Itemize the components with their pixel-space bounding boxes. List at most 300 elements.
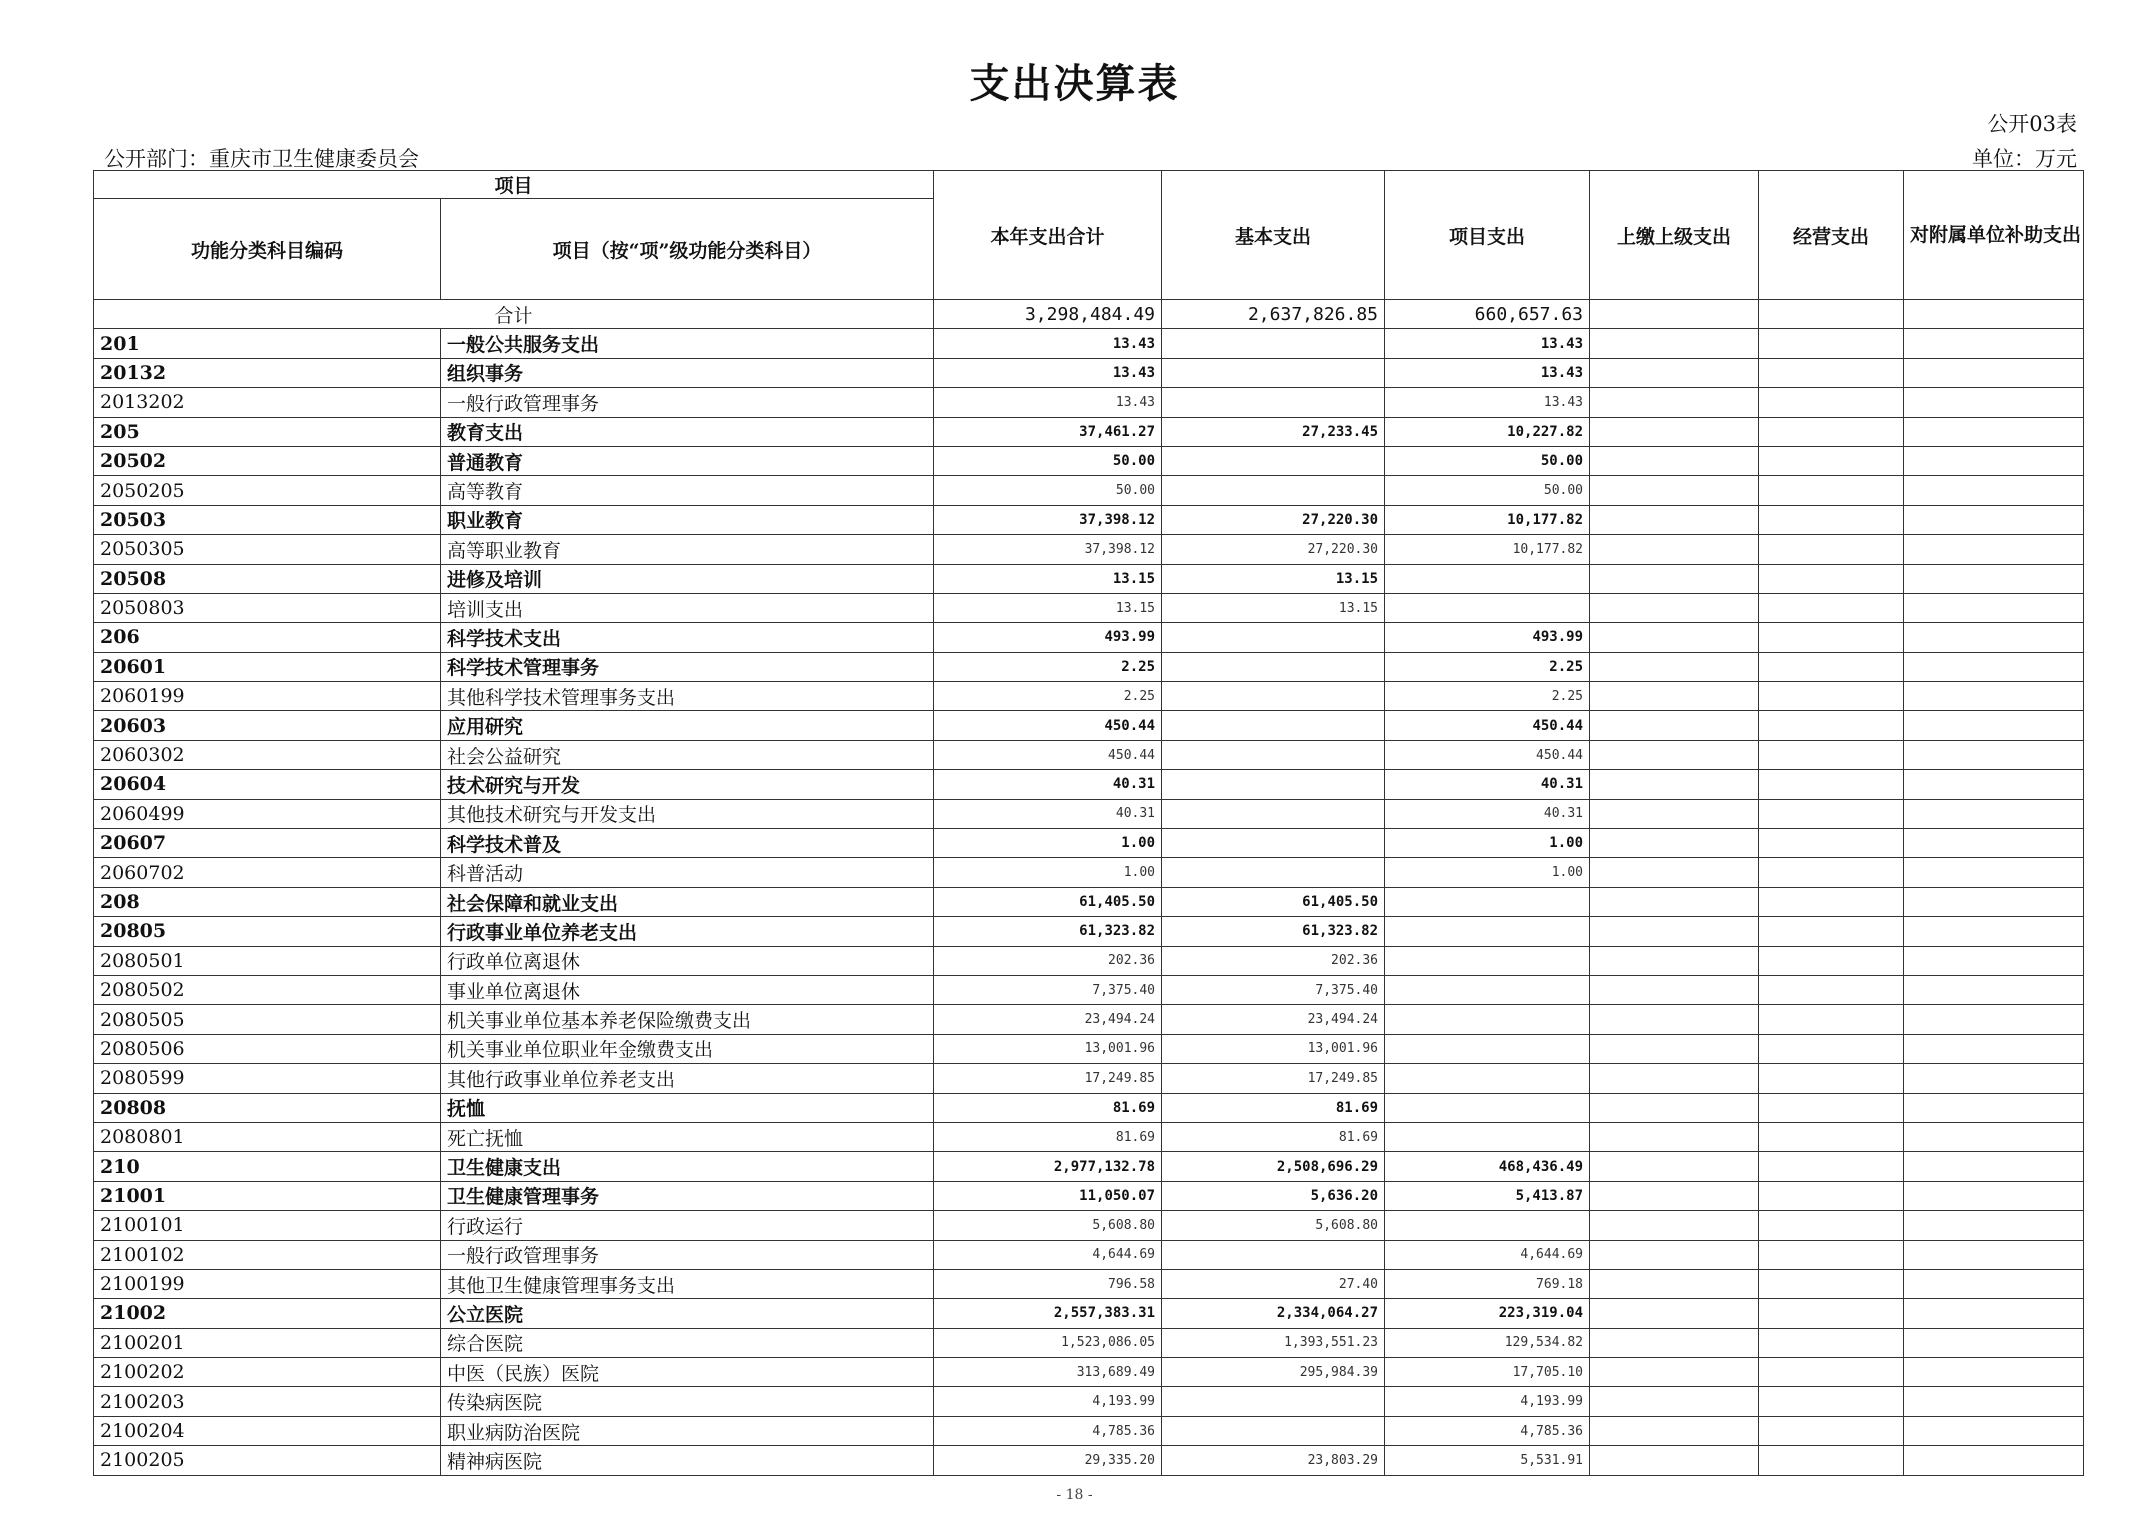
table-row (94, 1416, 2084, 1445)
row-subsidy (1904, 1181, 2084, 1210)
row-subsidy (1904, 1240, 2084, 1269)
row-upper (1590, 1299, 1759, 1328)
row-subsidy (1904, 682, 2084, 711)
row-project: 4,193.99 (1385, 1387, 1590, 1416)
header-basic: 基本支出 (1162, 171, 1385, 300)
row-subsidy (1904, 623, 2084, 652)
row-business (1759, 1122, 1904, 1151)
row-upper (1590, 711, 1759, 740)
row-upper (1590, 682, 1759, 711)
expenditure-table (93, 170, 2084, 1476)
row-project (1385, 1211, 1590, 1240)
row-name: 职业病防治医院 (441, 1416, 934, 1445)
row-project: 1.00 (1385, 858, 1590, 887)
row-subsidy (1904, 476, 2084, 505)
row-project: 10,177.82 (1385, 535, 1590, 564)
table-row (94, 535, 2084, 564)
row-basic: 295,984.39 (1162, 1358, 1385, 1387)
row-business (1759, 329, 1904, 358)
row-basic (1162, 388, 1385, 417)
row-basic: 5,636.20 (1162, 1181, 1385, 1210)
table-row (94, 1064, 2084, 1093)
row-name: 行政运行 (441, 1211, 934, 1240)
row-code: 206 (94, 623, 441, 652)
row-code: 20503 (94, 505, 441, 534)
row-project: 50.00 (1385, 476, 1590, 505)
row-basic (1162, 770, 1385, 799)
table-row (94, 887, 2084, 916)
row-upper (1590, 1122, 1759, 1151)
table-row (94, 1299, 2084, 1328)
row-upper (1590, 1416, 1759, 1445)
row-total: 13.43 (934, 329, 1162, 358)
row-business (1759, 1064, 1904, 1093)
row-total: 2.25 (934, 682, 1162, 711)
header-name: 项目（按“项”级功能分类科目） (441, 199, 934, 300)
row-project: 450.44 (1385, 740, 1590, 769)
row-name: 社会公益研究 (441, 740, 934, 769)
row-subsidy (1904, 652, 2084, 681)
department-label: 公开部门：重庆市卫生健康委员会 (104, 147, 419, 171)
row-code: 20604 (94, 770, 441, 799)
row-code: 2060702 (94, 858, 441, 887)
row-project: 1.00 (1385, 829, 1590, 858)
total-row (94, 300, 2084, 329)
row-total: 450.44 (934, 711, 1162, 740)
row-upper (1590, 799, 1759, 828)
table-row (94, 358, 2084, 387)
row-code: 2100102 (94, 1240, 441, 1269)
row-code: 20508 (94, 564, 441, 593)
row-basic (1162, 1387, 1385, 1416)
row-business (1759, 1034, 1904, 1063)
row-business (1759, 358, 1904, 387)
row-project: 2.25 (1385, 682, 1590, 711)
row-upper (1590, 829, 1759, 858)
row-basic (1162, 711, 1385, 740)
row-subsidy (1904, 1093, 2084, 1122)
row-subsidy (1904, 1269, 2084, 1298)
row-name: 传染病医院 (441, 1387, 934, 1416)
row-total: 493.99 (934, 623, 1162, 652)
table-row (94, 446, 2084, 475)
row-basic (1162, 623, 1385, 652)
row-name: 机关事业单位职业年金缴费支出 (441, 1034, 934, 1063)
row-total: 81.69 (934, 1122, 1162, 1151)
row-basic: 13.15 (1162, 564, 1385, 593)
row-upper (1590, 770, 1759, 799)
row-project: 40.31 (1385, 799, 1590, 828)
row-project (1385, 593, 1590, 622)
row-code: 2100204 (94, 1416, 441, 1445)
row-name: 综合医院 (441, 1328, 934, 1357)
table-row (94, 1181, 2084, 1210)
row-upper (1590, 652, 1759, 681)
row-project: 468,436.49 (1385, 1152, 1590, 1181)
row-name: 抚恤 (441, 1093, 934, 1122)
row-upper (1590, 358, 1759, 387)
row-subsidy (1904, 593, 2084, 622)
row-name: 其他技术研究与开发支出 (441, 799, 934, 828)
row-business (1759, 1152, 1904, 1181)
row-name: 一般行政管理事务 (441, 388, 934, 417)
row-code: 2080505 (94, 1005, 441, 1034)
total-upper (1590, 300, 1759, 329)
row-business (1759, 917, 1904, 946)
row-basic: 1,393,551.23 (1162, 1328, 1385, 1357)
row-code: 2100199 (94, 1269, 441, 1298)
row-basic (1162, 652, 1385, 681)
row-project: 10,227.82 (1385, 417, 1590, 446)
row-subsidy (1904, 799, 2084, 828)
row-name: 中医（民族）医院 (441, 1358, 934, 1387)
table-row (94, 946, 2084, 975)
row-business (1759, 1358, 1904, 1387)
row-code: 2100101 (94, 1211, 441, 1240)
row-subsidy (1904, 1034, 2084, 1063)
form-number: 公开03表 (1987, 112, 2077, 136)
table-row (94, 799, 2084, 828)
row-code: 20607 (94, 829, 441, 858)
row-business (1759, 1269, 1904, 1298)
table-row (94, 829, 2084, 858)
row-name: 一般行政管理事务 (441, 1240, 934, 1269)
row-subsidy (1904, 329, 2084, 358)
row-total: 50.00 (934, 476, 1162, 505)
row-code: 20132 (94, 358, 441, 387)
row-name: 其他科学技术管理事务支出 (441, 682, 934, 711)
row-basic: 13.15 (1162, 593, 1385, 622)
header-business: 经营支出 (1759, 171, 1904, 300)
row-name: 行政单位离退休 (441, 946, 934, 975)
row-upper (1590, 1152, 1759, 1181)
row-basic: 2,508,696.29 (1162, 1152, 1385, 1181)
table-row (94, 1240, 2084, 1269)
header-upper: 上缴上级支出 (1590, 171, 1759, 300)
row-total: 17,249.85 (934, 1064, 1162, 1093)
row-business (1759, 1299, 1904, 1328)
row-total: 11,050.07 (934, 1181, 1162, 1210)
row-business (1759, 1446, 1904, 1475)
row-project: 493.99 (1385, 623, 1590, 652)
row-total: 13.43 (934, 358, 1162, 387)
row-project (1385, 887, 1590, 916)
row-subsidy (1904, 446, 2084, 475)
row-name: 机关事业单位基本养老保险缴费支出 (441, 1005, 934, 1034)
row-total: 13.43 (934, 388, 1162, 417)
row-project: 129,534.82 (1385, 1328, 1590, 1357)
row-upper (1590, 1093, 1759, 1122)
row-business (1759, 858, 1904, 887)
row-total: 29,335.20 (934, 1446, 1162, 1475)
row-total: 50.00 (934, 446, 1162, 475)
row-name: 科学技术支出 (441, 623, 934, 652)
row-code: 2050305 (94, 535, 441, 564)
row-code: 20808 (94, 1093, 441, 1122)
row-basic: 13,001.96 (1162, 1034, 1385, 1063)
row-business (1759, 388, 1904, 417)
header-total: 本年支出合计 (934, 171, 1162, 300)
row-upper (1590, 975, 1759, 1004)
row-basic: 17,249.85 (1162, 1064, 1385, 1093)
row-upper (1590, 476, 1759, 505)
page-number: - 18 - (1056, 1487, 1093, 1503)
row-basic (1162, 1240, 1385, 1269)
row-name: 精神病医院 (441, 1446, 934, 1475)
row-project: 5,531.91 (1385, 1446, 1590, 1475)
table-row (94, 388, 2084, 417)
row-basic: 2,334,064.27 (1162, 1299, 1385, 1328)
unit-label: 单位：万元 (1972, 147, 2077, 171)
row-total: 40.31 (934, 799, 1162, 828)
row-total: 13.15 (934, 593, 1162, 622)
row-subsidy (1904, 946, 2084, 975)
row-project (1385, 564, 1590, 593)
row-total: 13,001.96 (934, 1034, 1162, 1063)
row-project: 2.25 (1385, 652, 1590, 681)
header-project-expenditure: 项目支出 (1385, 171, 1590, 300)
row-business (1759, 1005, 1904, 1034)
row-subsidy (1904, 858, 2084, 887)
row-upper (1590, 1005, 1759, 1034)
row-basic: 202.36 (1162, 946, 1385, 975)
table-row (94, 682, 2084, 711)
row-total: 202.36 (934, 946, 1162, 975)
row-project: 450.44 (1385, 711, 1590, 740)
table-row (94, 975, 2084, 1004)
row-upper (1590, 417, 1759, 446)
row-subsidy (1904, 388, 2084, 417)
row-name: 一般公共服务支出 (441, 329, 934, 358)
row-total: 1,523,086.05 (934, 1328, 1162, 1357)
row-basic: 27,220.30 (1162, 505, 1385, 534)
row-total: 23,494.24 (934, 1005, 1162, 1034)
row-total: 4,644.69 (934, 1240, 1162, 1269)
row-upper (1590, 535, 1759, 564)
table-row (94, 1152, 2084, 1181)
row-project: 769.18 (1385, 1269, 1590, 1298)
row-subsidy (1904, 829, 2084, 858)
table-body (94, 300, 2084, 1476)
row-code: 208 (94, 887, 441, 916)
row-code: 2100205 (94, 1446, 441, 1475)
row-name: 事业单位离退休 (441, 975, 934, 1004)
row-code: 20805 (94, 917, 441, 946)
row-basic: 23,803.29 (1162, 1446, 1385, 1475)
table-row (94, 1328, 2084, 1357)
row-business (1759, 829, 1904, 858)
row-name: 高等职业教育 (441, 535, 934, 564)
row-upper (1590, 1181, 1759, 1210)
header-project: 项目 (94, 171, 934, 199)
row-upper (1590, 1446, 1759, 1475)
row-basic (1162, 740, 1385, 769)
row-project: 50.00 (1385, 446, 1590, 475)
row-business (1759, 1211, 1904, 1240)
row-subsidy (1904, 1416, 2084, 1445)
row-project (1385, 917, 1590, 946)
row-name: 科普活动 (441, 858, 934, 887)
table-row (94, 1358, 2084, 1387)
table-row (94, 593, 2084, 622)
row-upper (1590, 623, 1759, 652)
table-row (94, 1446, 2084, 1475)
row-project: 4,785.36 (1385, 1416, 1590, 1445)
row-subsidy (1904, 1005, 2084, 1034)
row-code: 2060199 (94, 682, 441, 711)
row-total: 13.15 (934, 564, 1162, 593)
row-code: 2080501 (94, 946, 441, 975)
row-subsidy (1904, 1299, 2084, 1328)
table-row (94, 1122, 2084, 1151)
row-code: 2080599 (94, 1064, 441, 1093)
header-subsidy: 对附属单位补助支出 (1904, 171, 2084, 300)
row-upper (1590, 946, 1759, 975)
row-total: 1.00 (934, 858, 1162, 887)
row-business (1759, 1240, 1904, 1269)
row-basic: 23,494.24 (1162, 1005, 1385, 1034)
row-basic: 61,405.50 (1162, 887, 1385, 916)
row-business (1759, 1093, 1904, 1122)
row-business (1759, 975, 1904, 1004)
row-total: 5,608.80 (934, 1211, 1162, 1240)
row-basic: 61,323.82 (1162, 917, 1385, 946)
row-code: 2100203 (94, 1387, 441, 1416)
total-total: 3,298,484.49 (934, 300, 1162, 329)
row-subsidy (1904, 770, 2084, 799)
row-name: 组织事务 (441, 358, 934, 387)
row-project (1385, 1064, 1590, 1093)
row-business (1759, 535, 1904, 564)
row-name: 进修及培训 (441, 564, 934, 593)
row-name: 高等教育 (441, 476, 934, 505)
row-code: 2013202 (94, 388, 441, 417)
row-project (1385, 1122, 1590, 1151)
row-upper (1590, 740, 1759, 769)
row-business (1759, 682, 1904, 711)
row-project: 17,705.10 (1385, 1358, 1590, 1387)
row-total: 2.25 (934, 652, 1162, 681)
table-row (94, 1269, 2084, 1298)
row-subsidy (1904, 564, 2084, 593)
row-total: 450.44 (934, 740, 1162, 769)
row-project: 13.43 (1385, 358, 1590, 387)
table-row (94, 711, 2084, 740)
row-basic (1162, 858, 1385, 887)
row-total: 61,323.82 (934, 917, 1162, 946)
row-name: 其他行政事业单位养老支出 (441, 1064, 934, 1093)
row-code: 20502 (94, 446, 441, 475)
table-row (94, 1034, 2084, 1063)
row-total: 4,193.99 (934, 1387, 1162, 1416)
row-upper (1590, 1328, 1759, 1357)
table-row (94, 564, 2084, 593)
page-title: 支出决算表 (969, 60, 1180, 107)
total-business (1759, 300, 1904, 329)
row-upper (1590, 1034, 1759, 1063)
row-name: 卫生健康管理事务 (441, 1181, 934, 1210)
row-upper (1590, 1064, 1759, 1093)
row-project (1385, 975, 1590, 1004)
row-total: 37,461.27 (934, 417, 1162, 446)
row-upper (1590, 593, 1759, 622)
row-total: 37,398.12 (934, 535, 1162, 564)
row-subsidy (1904, 1328, 2084, 1357)
row-upper (1590, 329, 1759, 358)
row-upper (1590, 887, 1759, 916)
total-project: 660,657.63 (1385, 300, 1590, 329)
row-business (1759, 1387, 1904, 1416)
row-business (1759, 652, 1904, 681)
row-business (1759, 770, 1904, 799)
table-row (94, 858, 2084, 887)
row-business (1759, 564, 1904, 593)
row-name: 职业教育 (441, 505, 934, 534)
row-project (1385, 946, 1590, 975)
row-total: 2,557,383.31 (934, 1299, 1162, 1328)
row-total: 4,785.36 (934, 1416, 1162, 1445)
total-label: 合计 (94, 300, 934, 329)
row-subsidy (1904, 887, 2084, 916)
row-subsidy (1904, 417, 2084, 446)
row-name: 卫生健康支出 (441, 1152, 934, 1181)
row-name: 培训支出 (441, 593, 934, 622)
row-code: 201 (94, 329, 441, 358)
row-basic: 27.40 (1162, 1269, 1385, 1298)
row-subsidy (1904, 1122, 2084, 1151)
row-name: 社会保障和就业支出 (441, 887, 934, 916)
row-subsidy (1904, 711, 2084, 740)
row-subsidy (1904, 1446, 2084, 1475)
total-subsidy (1904, 300, 2084, 329)
row-business (1759, 1181, 1904, 1210)
row-business (1759, 476, 1904, 505)
row-basic: 7,375.40 (1162, 975, 1385, 1004)
row-project: 5,413.87 (1385, 1181, 1590, 1210)
row-project: 4,644.69 (1385, 1240, 1590, 1269)
row-subsidy (1904, 1387, 2084, 1416)
row-basic (1162, 329, 1385, 358)
row-total: 40.31 (934, 770, 1162, 799)
row-upper (1590, 1387, 1759, 1416)
row-code: 2100202 (94, 1358, 441, 1387)
row-code: 205 (94, 417, 441, 446)
row-business (1759, 946, 1904, 975)
row-business (1759, 417, 1904, 446)
row-upper (1590, 1240, 1759, 1269)
row-project (1385, 1034, 1590, 1063)
row-code: 2100201 (94, 1328, 441, 1357)
row-basic (1162, 829, 1385, 858)
row-upper (1590, 388, 1759, 417)
total-basic: 2,637,826.85 (1162, 300, 1385, 329)
row-code: 2080502 (94, 975, 441, 1004)
row-basic (1162, 476, 1385, 505)
row-subsidy (1904, 1152, 2084, 1181)
row-upper (1590, 858, 1759, 887)
row-upper (1590, 505, 1759, 534)
row-subsidy (1904, 740, 2084, 769)
row-upper (1590, 564, 1759, 593)
row-project: 10,177.82 (1385, 505, 1590, 534)
row-name: 教育支出 (441, 417, 934, 446)
row-project: 223,319.04 (1385, 1299, 1590, 1328)
row-name: 死亡抚恤 (441, 1122, 934, 1151)
row-total: 2,977,132.78 (934, 1152, 1162, 1181)
row-basic (1162, 446, 1385, 475)
row-code: 20601 (94, 652, 441, 681)
row-project: 13.43 (1385, 388, 1590, 417)
